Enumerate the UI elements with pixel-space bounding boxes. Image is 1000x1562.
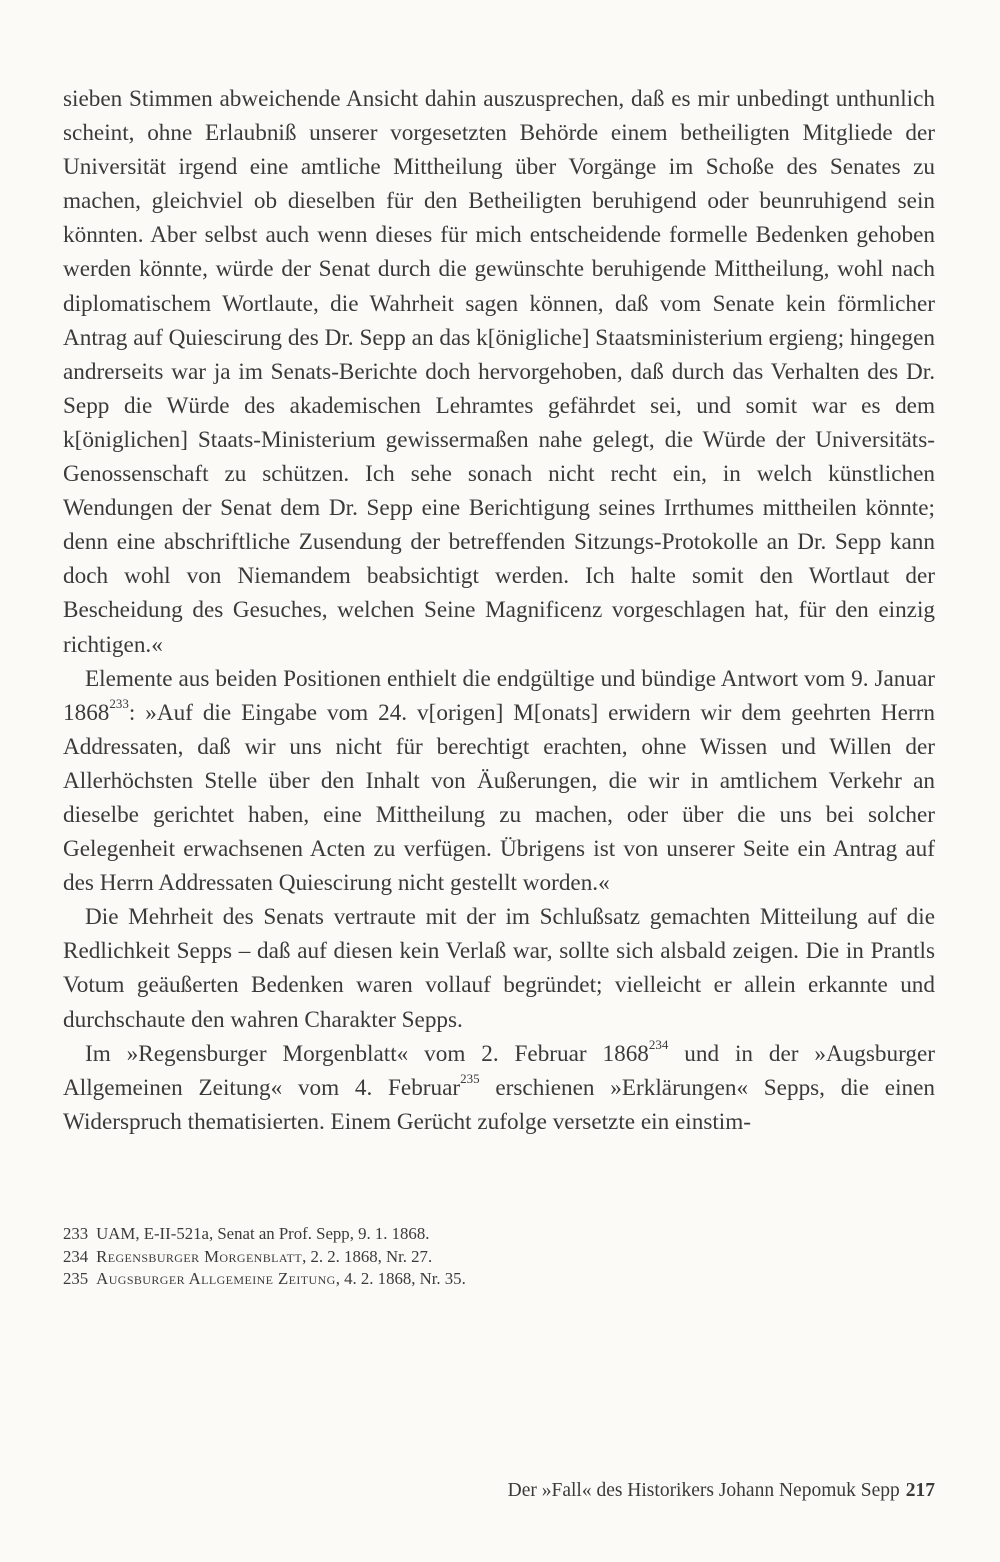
footnote-ref-234: 234 xyxy=(648,1036,669,1052)
page-number: 217 xyxy=(905,1480,935,1501)
paragraph-2 xyxy=(63,662,935,901)
paragraph-4-text-a: Im »Regensburger Morgenblatt« vom 2. Februar 1868 xyxy=(85,1040,649,1067)
paragraph-4-text-c: erschienen »Erklärungen« Sepps, die einen Widerspruch thematisierten. Einem Gerücht zufolge versetzte ein einstim- xyxy=(63,1074,935,1135)
footnote-text: , 4. 2. 1868, Nr. 35. xyxy=(335,1269,466,1288)
paragraph-2-text-a: Elemente aus beiden Positionen enthielt die endgültige und bündige Antwort vom 9. Januar 1868 xyxy=(63,665,935,726)
footnote-ref-235: 235 xyxy=(460,1070,480,1086)
paragraph-3: Die Mehrheit des Senats vertraute mit der im Schlußsatz gemachten Mitteilung auf die Redlichkeit Sepps – daß auf diesen kein Verlaß war, sollte sich alsbald zeigen. Die in Prantls Votum geäußerten Bedenken waren vollauf begründet; vielleicht er allein erkannte und durchschaute den wahren Charakter Sepps. xyxy=(63,904,935,1033)
footnote-source: Regensburger Morgenblatt xyxy=(96,1246,303,1266)
footnote-number: 234 xyxy=(63,1246,89,1266)
footnote-text: UAM, E-II-521a, Senat an Prof. Sepp, 9. 1. 1868. xyxy=(96,1224,430,1243)
paragraph-1: sieben Stimmen abweichende Ansicht dahin auszusprechen, daß es mir unbedingt unthunlich scheint, ohne Erlaubniß unserer vorgesetzten Behörde einem betheiligten Mitgliede der Universität irgend eine amtliche Mittheilung über Vorgänge im Schoße des Senates zu machen, gleichviel ob dieselben für den Betheiligten beruhigend oder beunruhigend sein könnten. Aber selbst auch wenn dieses für mich entscheidende formelle Bedenken gehoben werden könnte, würde der Senat durch die gewünschte beruhigende Mittheilung, wohl nach diplomatischem Wortlaute, die Wahrheit sagen können, daß vom Senate kein förmlicher Antrag auf Quiescirung des Dr. Sepp an das k[önigliche] Staatsministerium ergieng; hingegen andrerseits war ja im Senats-Berichte doch hervorgehoben, daß durch das Verhalten des Dr. Sepp die Würde des akademischen Lehramtes gefährdet sei, und somit war es dem k[öniglichen] Staats-Ministerium gewissermaßen nahe gelegt, die Würde der Universitäts-Genossenschaft zu schützen. Ich sehe sonach nicht recht ein, in welch künstlichen Wendungen der Senat dem Dr. Sepp eine Berichtigung seines Irrthumes mittheilen könnte; denn eine abschriftliche Zusendung der betreffenden Sitzungs-Protokolle an Dr. Sepp kann doch wohl von Niemandem beabsichtigt werden. Ich halte somit den Wortlaut der Bescheidung des Gesuches, welchen Seine Magnificenz vorgeschlagen hat, für den einzig richtigen.« xyxy=(63,86,935,658)
paragraph-4 xyxy=(63,1037,935,1139)
main-text xyxy=(63,82,935,1139)
footnote-233 xyxy=(63,1223,935,1246)
footnote-235 xyxy=(63,1268,935,1291)
paragraph-2-text-b: : »Auf die Eingabe vom 24. v[origen] M[onats] erwidern wir dem geehrten Herrn Addressaten, daß wir uns nicht für berechtigt erachten, ohne Wissen und Willen der Allerhöchsten Stelle über den Inhalt von Äußerungen, die wir in amtlichem Verkehr an dieselbe gerichtet haben, eine Mittheilung zu machen, oder über die uns bei solcher Gelegenheit erwachsenen Acten zu verfügen. Übrigens ist von unserer Seite ein Antrag auf des Herrn Addressaten Quiescirung nicht gestellt worden.« xyxy=(63,699,935,897)
footnotes xyxy=(63,1223,935,1291)
footnote-text: , 2. 2. 1868, Nr. 27. xyxy=(302,1246,433,1266)
footnote-ref-233: 233 xyxy=(109,695,129,711)
footnote-source: Augsburger Allgemeine Zeitung xyxy=(96,1269,336,1288)
running-title: Der »Fall« des Historikers Johann Nepomuk Sepp xyxy=(507,1480,900,1501)
footnote-number: 233 xyxy=(63,1224,89,1243)
running-footer xyxy=(508,1480,935,1502)
footnote-234 xyxy=(63,1246,935,1269)
paragraph-4-text-b: und in der »Augsburger Allgemeinen Zeitung« vom 4. Februar xyxy=(63,1040,936,1101)
footnote-number: 235 xyxy=(63,1269,89,1288)
